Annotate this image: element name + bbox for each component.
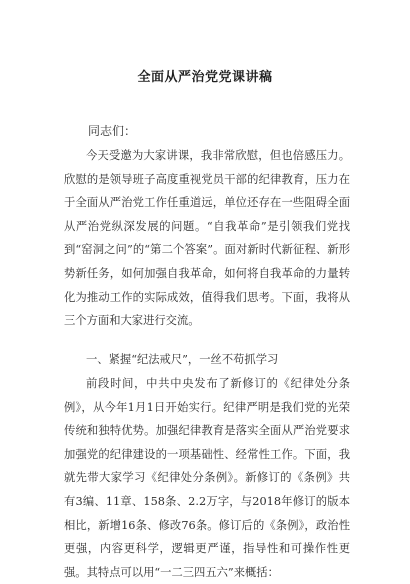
greeting-text: 同志们： <box>88 124 137 138</box>
document-title: 全面从严治党党课讲稿 <box>137 70 273 85</box>
section-heading-1: 一、紧握“纪法戒尺”，一丝不苟抓学习 <box>86 353 279 366</box>
paragraph-regulations: 前段时间，中共中央发布了新修订的《纪律处分条例》，从今年1月1日开始实行。纪律严明是我们党的光荣传统和独特优势。加强纪律教育是落实全面从严治党要求加强党的纪律建设的一项基础性、经常性工作。下面，我就先带大家学习《纪律处分条例》。新修订的《条例》共有3编、11章、158条、2.2万字，与2018年修订的版本相比，新增16条、修改76条。修订后的《条例》，政治性更强，内容更科学，逻辑更严谨，指导性和可操作性更强。其特点可以用“一二三四五六”来概括： <box>64 377 350 579</box>
paragraph-intro: 今天受邀为大家讲课，我非常欣慰，但也倍感压力。欣慰的是领导班子高度重视党员干部的纪律教育，压力在于全面从严治党工作任重道远，单位还存在一些阻碍全面从严治党纵深发展的问题。“自我革命”是引领我们党找到“窑洞之问”的“第二个答案”。面对新时代新征程、新形势新任务，如何加强自我革命，如何将自我革命的力量转化为推动工作的实际成效，值得我们思考。下面，我将从三个方面和大家进行交流。 <box>64 149 350 328</box>
